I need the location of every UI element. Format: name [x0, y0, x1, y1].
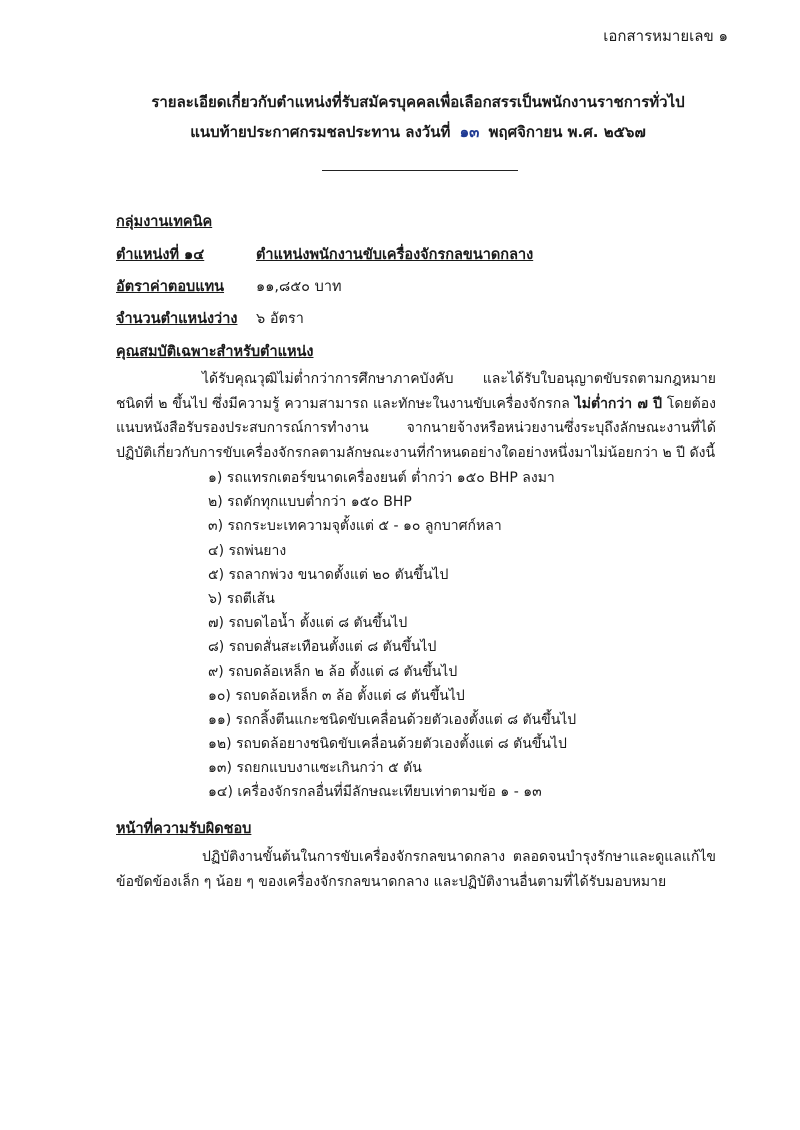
machinery-list — [208, 466, 576, 805]
qualifications-text-1: ได้รับคุณวุฒิไม่ต่ำกว่าการศึกษาภาคบังคับ และได้รับใบอนุญาตขับรถตามกฎหมาย ชนิดที่ ๒ ขึ้นไป ซึ่งมีความรู้ ความสามารถ และทักษะในงานขับเครื่องจักรกล — [116, 371, 716, 412]
list-item: ๑๑) รถกลิ้งตีนแกะชนิดขับเคลื่อนด้วยตัวเองตั้งแต่ ๘ ตันขึ้นไป — [208, 711, 577, 728]
compensation-label: อัตราค่าตอบแทน — [116, 279, 225, 295]
position-label: ตำแหน่งที่ ๑๔ — [116, 247, 205, 263]
list-item: ๑๒) รถบดล้อยางชนิดขับเคลื่อนด้วยตัวเองตั้งแต่ ๘ ตันขึ้นไป — [208, 736, 567, 753]
list-item: ๑) รถแทรกเตอร์ขนาดเครื่องยนต์ ต่ำกว่า ๑๕๐ BHP ลงมา — [208, 470, 555, 486]
qualifications-text-2: โดยต้องแนบหนังสือรับรองประสบการณ์การทำงาน จากนายจ้างหรือหน่วยงานซึ่งระบุถึงลักษณะงานที่ได้ปฏิบัติเกี่ยวกับการขับเครื่องจักรกลตามลักษณะงานที่กำหนดอย่างใดอย่างหนึ่งมาไม่น้อยกว่า ๒ ปี ดังนี้ — [116, 395, 717, 461]
title-divider — [322, 170, 518, 171]
annex-day: ๑๓ — [459, 123, 480, 141]
list-item: ๙) รถบดล้อเหล็ก ๒ ล้อ ตั้งแต่ ๘ ตันขึ้นไป — [208, 663, 458, 680]
compensation-value: ๑๑,๘๕๐ บาท — [256, 279, 342, 295]
list-item: ๘) รถบดสั่นสะเทือนตั้งแต่ ๘ ตันขึ้นไป — [208, 639, 437, 656]
document-title: รายละเอียดเกี่ยวกับตำแหน่งที่รับสมัครบุคคลเพื่อเลือกสรรเป็นพนักงานราชการทั่วไป — [151, 93, 685, 111]
duties-paragraph — [116, 845, 716, 894]
annex-line — [18, 120, 800, 144]
qualifications-paragraph — [116, 367, 716, 465]
duties-heading: หน้าที่ความรับผิดชอบ — [116, 821, 252, 837]
group-label: กลุ่มงานเทคนิค — [116, 214, 213, 230]
vacancies-label: จำนวนตำแหน่งว่าง — [116, 311, 238, 327]
list-item: ๕) รถลากพ่วง ขนาดตั้งแต่ ๒๐ ตันขึ้นไป — [208, 566, 449, 583]
annex-prefix: แนบท้ายประกาศกรมชลประทาน ลงวันที่ — [190, 123, 451, 141]
list-item: ๒) รถตักทุกแบบต่ำกว่า ๑๕๐ BHP — [208, 494, 412, 511]
qualifications-heading: คุณสมบัติเฉพาะสำหรับตำแหน่ง — [116, 344, 314, 360]
list-item: ๑๔) เครื่องจักรกลอื่นที่มีลักษณะเทียบเท่าตามข้อ ๑ - ๑๓ — [208, 784, 542, 801]
list-item: ๔) รถพ่นยาง — [208, 542, 287, 559]
list-item: ๗) รถบดไอน้ำ ตั้งแต่ ๘ ตันขึ้นไป — [208, 615, 408, 632]
annex-month-year: พฤศจิกายน พ.ศ. ๒๕๖๗ — [488, 123, 646, 141]
document-number: เอกสารหมายเลข ๑ — [603, 27, 728, 45]
vacancies-value: ๖ อัตรา — [256, 311, 304, 327]
list-item: ๖) รถตีเส้น — [208, 590, 275, 607]
qualifications-experience: ไม่ต่ำกว่า ๗ ปี — [574, 395, 663, 412]
list-item: ๑๐) รถบดล้อเหล็ก ๓ ล้อ ตั้งแต่ ๘ ตันขึ้นไป — [208, 687, 465, 704]
list-item: ๑๓) รถยกแบบงาแซะเกินกว่า ๕ ตัน — [208, 760, 422, 777]
position-name: ตำแหน่งพนักงานขับเครื่องจักรกลขนาดกลาง — [256, 247, 534, 263]
list-item: ๓) รถกระบะเทความจุตั้งแต่ ๕ - ๑๐ ลูกบาศก์หลา — [208, 518, 502, 535]
duties-text: ปฏิบัติงานขั้นต้นในการขับเครื่องจักรกลขนาดกลาง ตลอดจนบำรุงรักษาและดูแลแก้ไขข้อขัดข้องเล็ก ๆ น้อย ๆ ของเครื่องจักรกลขนาดกลาง และปฏิบัติงานอื่นตามที่ได้รับมอบหมาย — [116, 849, 716, 890]
